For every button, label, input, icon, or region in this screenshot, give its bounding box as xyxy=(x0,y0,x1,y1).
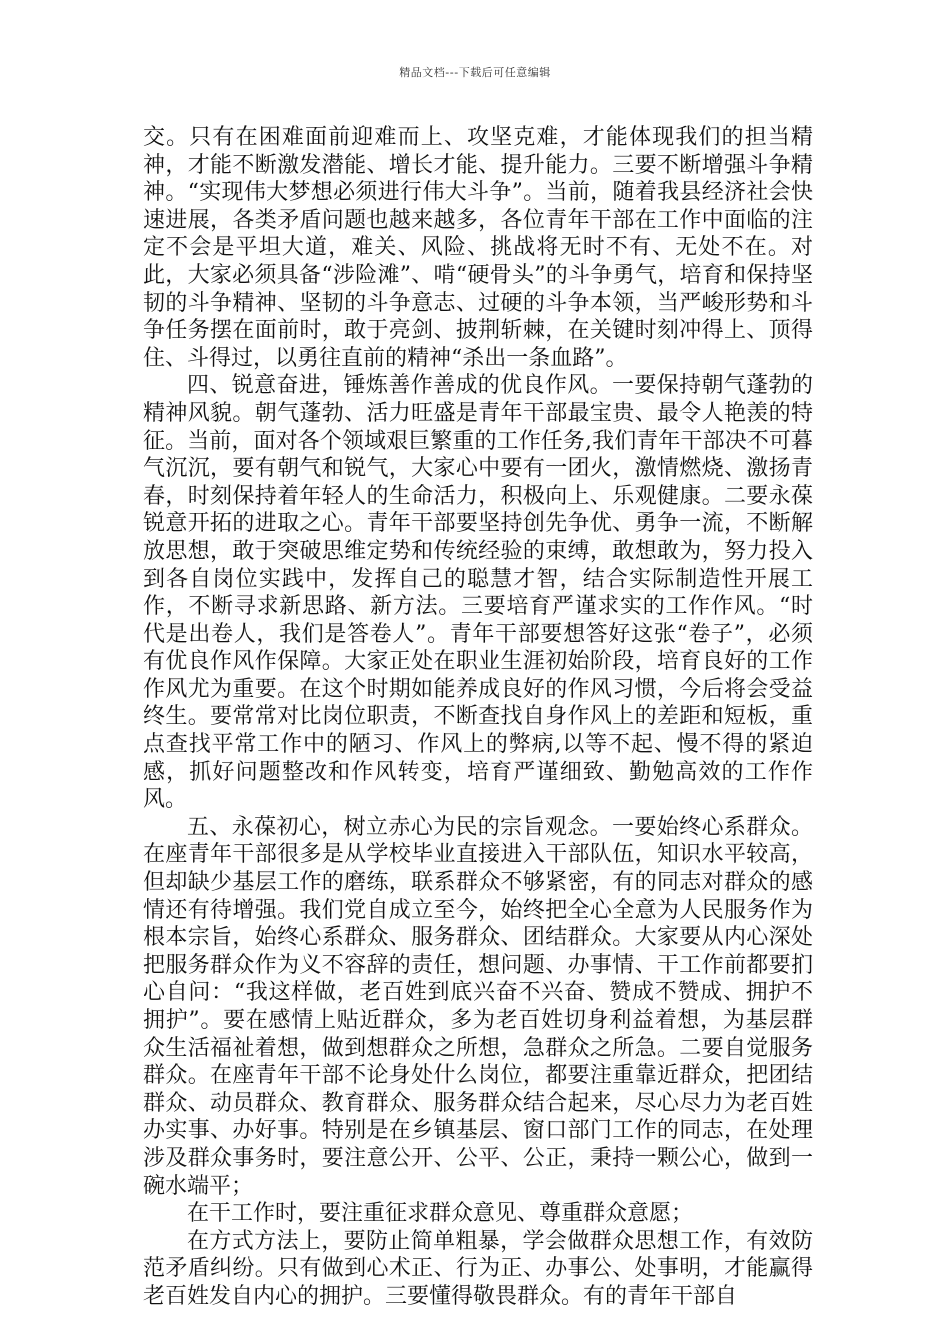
paragraph: 四、锐意奋进，锤炼善作善成的优良作风。一要保持朝气蓬勃的精神风貌。朝气蓬勃、活力旺盛是青年干部最宝贵、最令人艳羡的特征。当前，面对各个领域艰巨繁重的工作任务,我们青年干部决不可暮气沉沉，要有朝气和锐气，大家心中要有一团火，激情燃烧、激扬青春，时刻保持着年轻人的生命活力，积极向上、乐观健康。二要永葆锐意开拓的进取之心。青年干部要坚持创先争优、勇争一流，不断解放思想，敢于突破思维定势和传统经验的束缚，敢想敢为，努力投入到各自岗位实践中，发挥自己的聪慧才智，结合实际制造性开展工作，不断寻求新思路、新方法。三要培育严谨求实的工作作风。“时代是出卷人，我们是答卷人”。青年干部要想答好这张“卷子”，必须有优良作风作保障。大家正处在职业生涯初始阶段，培育良好的工作作风尤为重要。在这个时期如能养成良好的作风习惯，今后将会受益终生。要常常对比岗位职责，不断查找自身作风上的差距和短板，重点查找平常工作中的陋习、作风上的弊病,以等不起、慢不得的紧迫感，抓好问题整改和作风转变，培育严谨细致、勤勉高效的工作作风。 xyxy=(143,373,813,813)
page-header: 精品文档---下载后可任意编辑 xyxy=(399,66,551,79)
paragraph: 在干工作时，要注重征求群众意见、尊重群众意愿； xyxy=(187,1201,694,1227)
paragraph: 交。只有在困难面前迎难而上、攻坚克难，才能体现我们的担当精神，才能不断激发潜能、增长才能、提升能力。三要不断增强斗争精神。“实现伟大梦想必须进行伟大斗争”。当前，随着我县经济社会快速进展，各类矛盾问题也越来越多，各位青年干部在工作中面临的注定不会是平坦大道，难关、风险、挑战将无时不有、无处不在。对此，大家必须具备“涉险滩”、啃“硬骨头”的斗争勇气，培育和保持坚韧的斗争精神、坚韧的斗争意志、过硬的斗争本领，当严峻形势和斗争任务摆在面前时，敢于亮剑、披荆斩棘，在关键时刻冲得上、顶得住、斗得过，以勇往直前的精神“杀出一条血路”。 xyxy=(143,125,813,371)
paragraph: 五、永葆初心，树立赤心为民的宗旨观念。一要始终心系群众。在座青年干部很多是从学校毕业直接进入干部队伍，知识水平较高，但却缺少基层工作的磨练，联系群众不够紧密，有的同志对群众的感情还有待增强。我们党自成立至今，始终把全心全意为人民服务作为根本宗旨，始终心系群众、服务群众、团结群众。大家要从内心深处把服务群众作为义不容辞的责任，想问题、办事情、干工作前都要扪心自问：“我这样做，老百姓到底兴奋不兴奋、赞成不赞成、拥护不拥护”。要在感情上贴近群众，多为老百姓切身利益着想，为基层群众生活福祉着想，做到想群众之所想，急群众之所急。二要自觉服务群众。在座青年干部不论身处什么岗位，都要注重靠近群众，把团结群众、动员群众、教育群众、服务群众结合起来，尽心尽力为老百姓办实事、办好事。特别是在乡镇基层、窗口部门工作的同志，在处理涉及群众事务时，要注意公开、公平、公正，秉持一颗公心，做到一碗水端平； xyxy=(143,814,813,1199)
document-body xyxy=(143,124,813,1311)
paragraph: 在方式方法上，要防止简单粗暴，学会做群众思想工作，有效防范矛盾纠纷。只有做到心术正、行为正、办事公、处事明，才能赢得老百姓发自内心的拥护。三要懂得敬畏群众。有的青年干部自 xyxy=(143,1228,813,1309)
